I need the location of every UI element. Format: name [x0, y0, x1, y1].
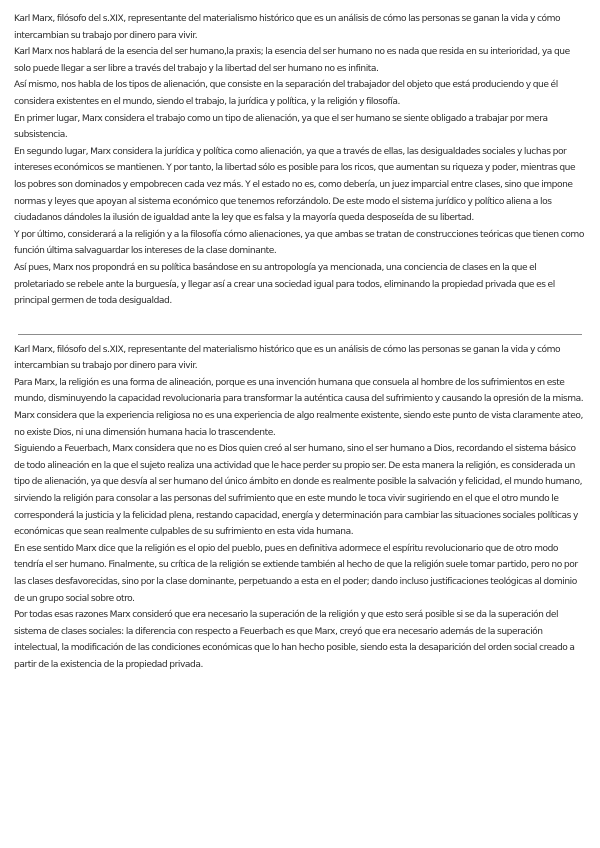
- paragraph: Siguiendo a Feuerbach, Marx considera que no es Dios quien creó al ser humano, sino el ser humano a Dios, recordando el sistema básico de todo alineación en la que el sujeto realiza una actividad que le hace perder su propio ser. De esta manera la religión, es considerada un tipo de alienación, ya que desvía al ser humano del único ámbito en donde es realmente posible la salvación y felicidad, el mundo humano, sirviendo la religión para consolar a las personas del sufrimiento que en este mundo le toca vivir sugiriendo en el que el otro mundo le corresponderá la justicia y la felicidad plena, restando capacidad, energía y determinación para cambiar las situaciones sociales políticas y económicas que sean realmente culpables de su sufrimiento en esta vida humana.: [14, 444, 583, 538]
- paragraph: Karl Marx, filósofo del s.XIX, representante del materialismo histórico que es un análisis de cómo las personas se ganan la vida y cómo intercambian su trabajo por dinero para vivir.: [14, 14, 561, 41]
- paragraph: Karl Marx nos hablará de la esencia del ser humano,la praxis; la esencia del ser humano no es nada que resida en su interioridad, ya que solo puede llegar a ser libre a través del trabajo y la libertad del ser humano no es infinita.: [14, 47, 570, 74]
- paragraph: Para Marx, la religión es una forma de alineación, porque es una invención humana que consuela al hombre de los sufrimientos en este mundo, disminuyendo la capacidad revolucionaria para transformar la auténtica causa del sufrimiento y causando la opresión de la misma. Marx considera que la experiencia religiosa no es una experiencia de algo realmente existente, siendo este punto de vista claramente ateo, no existe Dios, ni una dimensión humana hacia lo trascendente.: [14, 377, 584, 438]
- paragraph: En primer lugar, Marx considera el trabajo como un tipo de alienación, ya que el ser humano se siente obligado a trabajar por mera subsistencia.: [14, 113, 548, 141]
- paragraph: Por todas esas razones Marx consideró que era necesario la superación de la religión y que esto será posible si se da la superación del sistema de clases sociales: la diferencia con respecto a Feuerbach es que Marx, creyó que era necesario además de la superación intelectual, la modificación de las condiciones económicas que lo han hecho posible, siendo esta la desaparición del orden social creado a partir de la existencia de la propiedad privada.: [14, 610, 575, 670]
- paragraph: Así pues, Marx nos propondrá en su política basándose en su antropología ya mencionada, una conciencia de clases en la que el proletariado se rebele ante la burguesía, y llegar así a crear una sociedad igual para todos, eliminando la propiedad privada que es el principal germen de toda desigualdad.: [14, 262, 555, 307]
- paragraph: Y por último, considerará a la religión y a la filosofía cómo alienaciones, ya que ambas se tratan de construcciones teóricas que tienen como función última salvaguardar los intereses de la clase dominante.: [14, 229, 584, 257]
- section-divider: [18, 334, 582, 335]
- essay-section-religion: [14, 342, 586, 674]
- paragraph: Así mismo, nos habla de los tipos de alienación, que consiste en la separación del trabajador del objeto que está produciendo y que él considera existentes en el mundo, siendo el trabajo, la jurídica y política, y la religión y filosofía.: [14, 80, 558, 107]
- paragraph: En ese sentido Marx dice que la religión es el opio del pueblo, pues en definitiva adormece el espíritu revolucionario que de otro modo tendría el ser humano. Finalmente, su crítica de la religión se extiende también al hecho de que la religión suele tomar partido, pero no por las clases desfavorecidas, sino por la clase dominante, perpetuando a esta en el poder; dando incluso justificaciones teológicas al dominio de un grupo social sobre otro.: [14, 543, 578, 604]
- paragraph: Karl Marx, filósofo del s.XIX, representante del materialismo histórico que es un análisis de cómo las personas se ganan la vida y cómo intercambian su trabajo por dinero para vivir.: [14, 344, 561, 372]
- paragraph: En segundo lugar, Marx considera la jurídica y política como alienación, ya que a través de ellas, las desigualdades sociales y luchas por intereses económicos se mantienen. Y por tanto, la libertad sólo es posible para los ricos, que aumentan su riqueza y poder, mientras que los pobres son dominados y empobrecen cada vez más. Y el estado no es, como debería, un juez imparcial entre clases, sino que impone normas y leyes que apoyan al sistema económico que tenemos reforzándolo. De este modo el sistema jurídico y político aliena a los ciudadanos dándoles la ilusión de igualdad ante la ley que es falsa y la mayoría queda desposeída de su libertad.: [14, 146, 576, 224]
- essay-section-alienation: [14, 11, 586, 310]
